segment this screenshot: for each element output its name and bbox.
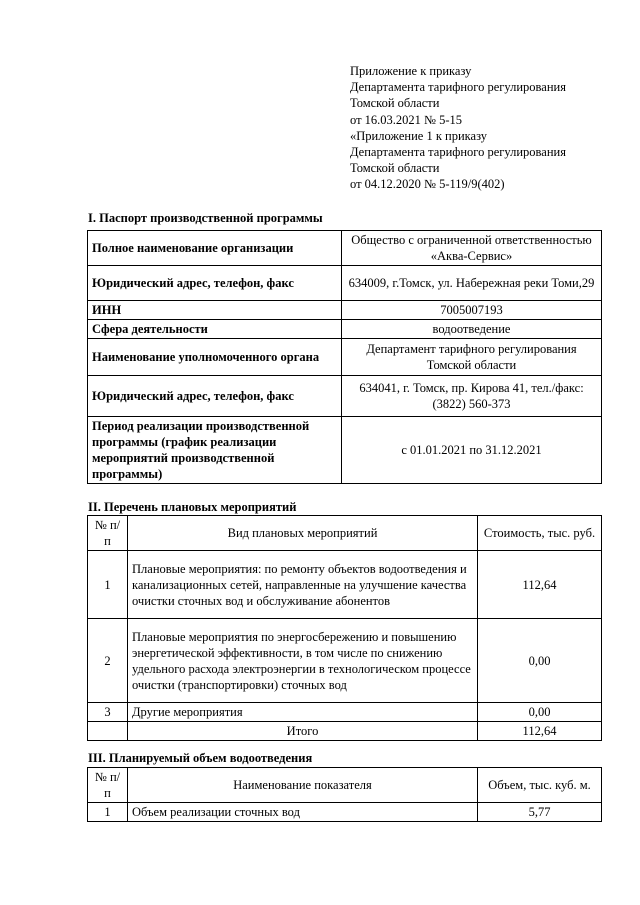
row-value: водоотведение — [342, 320, 602, 339]
section1-title: I. Паспорт производственной программы — [88, 211, 323, 225]
total-empty-cell — [88, 722, 128, 741]
measures-table — [87, 515, 602, 741]
header-line: Томской области — [350, 161, 440, 176]
order-header — [350, 63, 620, 193]
section3-title: III. Планируемый объем водоотведения — [88, 751, 313, 765]
row-label: Юридический адрес, телефон, факс — [88, 376, 342, 417]
header-line: «Приложение 1 к приказу — [350, 128, 488, 143]
row-label: Сфера деятельности — [88, 320, 342, 339]
total-label: Итого — [128, 722, 478, 741]
row-cost: 0,00 — [478, 619, 602, 703]
row-num: 2 — [88, 619, 128, 703]
table-row — [88, 803, 602, 822]
total-row — [88, 722, 602, 741]
header-line: Приложение к приказу — [350, 64, 472, 78]
row-value: 634041, г. Томск, пр. Кирова 41, тел./факс: (3822) 560-373 — [342, 376, 602, 417]
table-row — [88, 301, 602, 320]
table-header-row — [88, 516, 602, 551]
section2-title: II. Перечень плановых мероприятий — [88, 500, 297, 514]
row-name: Другие мероприятия — [128, 703, 478, 722]
row-cost: 0,00 — [478, 703, 602, 722]
volume-table — [87, 767, 602, 822]
row-label: Полное наименование организации — [88, 231, 342, 266]
col-header-volume: Объем, тыс. куб. м. — [478, 768, 602, 803]
row-label: Наименование уполномоченного органа — [88, 339, 342, 376]
table-row — [88, 619, 602, 703]
table-row — [88, 266, 602, 301]
header-line: от 04.12.2020 № 5-119/9(402) — [350, 177, 505, 192]
col-header-name: Наименование показателя — [128, 768, 478, 803]
row-label: Юридический адрес, телефон, факс — [88, 266, 342, 301]
col-header-name: Вид плановых мероприятий — [128, 516, 478, 551]
passport-table — [87, 230, 602, 484]
table-row — [88, 320, 602, 339]
header-line: от 16.03.2021 № 5-15 — [350, 112, 463, 127]
table-row — [88, 231, 602, 266]
row-cost: 112,64 — [478, 551, 602, 619]
row-value: 634009, г.Томск, ул. Набережная реки Томи,29 — [342, 266, 602, 301]
header-line: Департамента тарифного регулирования — [350, 145, 566, 160]
row-num: 1 — [88, 551, 128, 619]
col-header-num: № п/п — [88, 768, 128, 803]
table-row — [88, 376, 602, 417]
row-value: с 01.01.2021 по 31.12.2021 — [342, 417, 602, 484]
total-cost: 112,64 — [478, 722, 602, 741]
row-volume: 5,77 — [478, 803, 602, 822]
row-label: Период реализации производственной программы (график реализации мероприятий производственной программы) — [88, 417, 342, 484]
col-header-num: № п/п — [88, 516, 128, 551]
table-row — [88, 703, 602, 722]
header-line: Томской области — [350, 96, 440, 111]
table-row — [88, 417, 602, 484]
row-value: 7005007193 — [342, 301, 602, 320]
row-num: 1 — [88, 803, 128, 822]
table-row — [88, 551, 602, 619]
row-label: ИНН — [88, 301, 342, 320]
row-value: Общество с ограниченной ответственностью «Аква-Сервис» — [342, 231, 602, 266]
row-name: Плановые мероприятия по энергосбережению и повышению энергетической эффективности, в том числе по снижению удельного расхода электроэнергии в технологическом процессе очистки (транспортировки) сточных вод — [128, 619, 478, 703]
table-header-row — [88, 768, 602, 803]
row-name: Плановые мероприятия: по ремонту объектов водоотведения и канализационных сетей, направленные на улучшение качества очистки сточных вод и обслуживание абонентов — [128, 551, 478, 619]
row-name: Объем реализации сточных вод — [128, 803, 478, 822]
row-num: 3 — [88, 703, 128, 722]
col-header-cost: Стоимость, тыс. руб. — [478, 516, 602, 551]
row-value: Департамент тарифного регулирования Томской области — [342, 339, 602, 376]
header-line: Департамента тарифного регулирования — [350, 80, 566, 95]
table-row — [88, 339, 602, 376]
